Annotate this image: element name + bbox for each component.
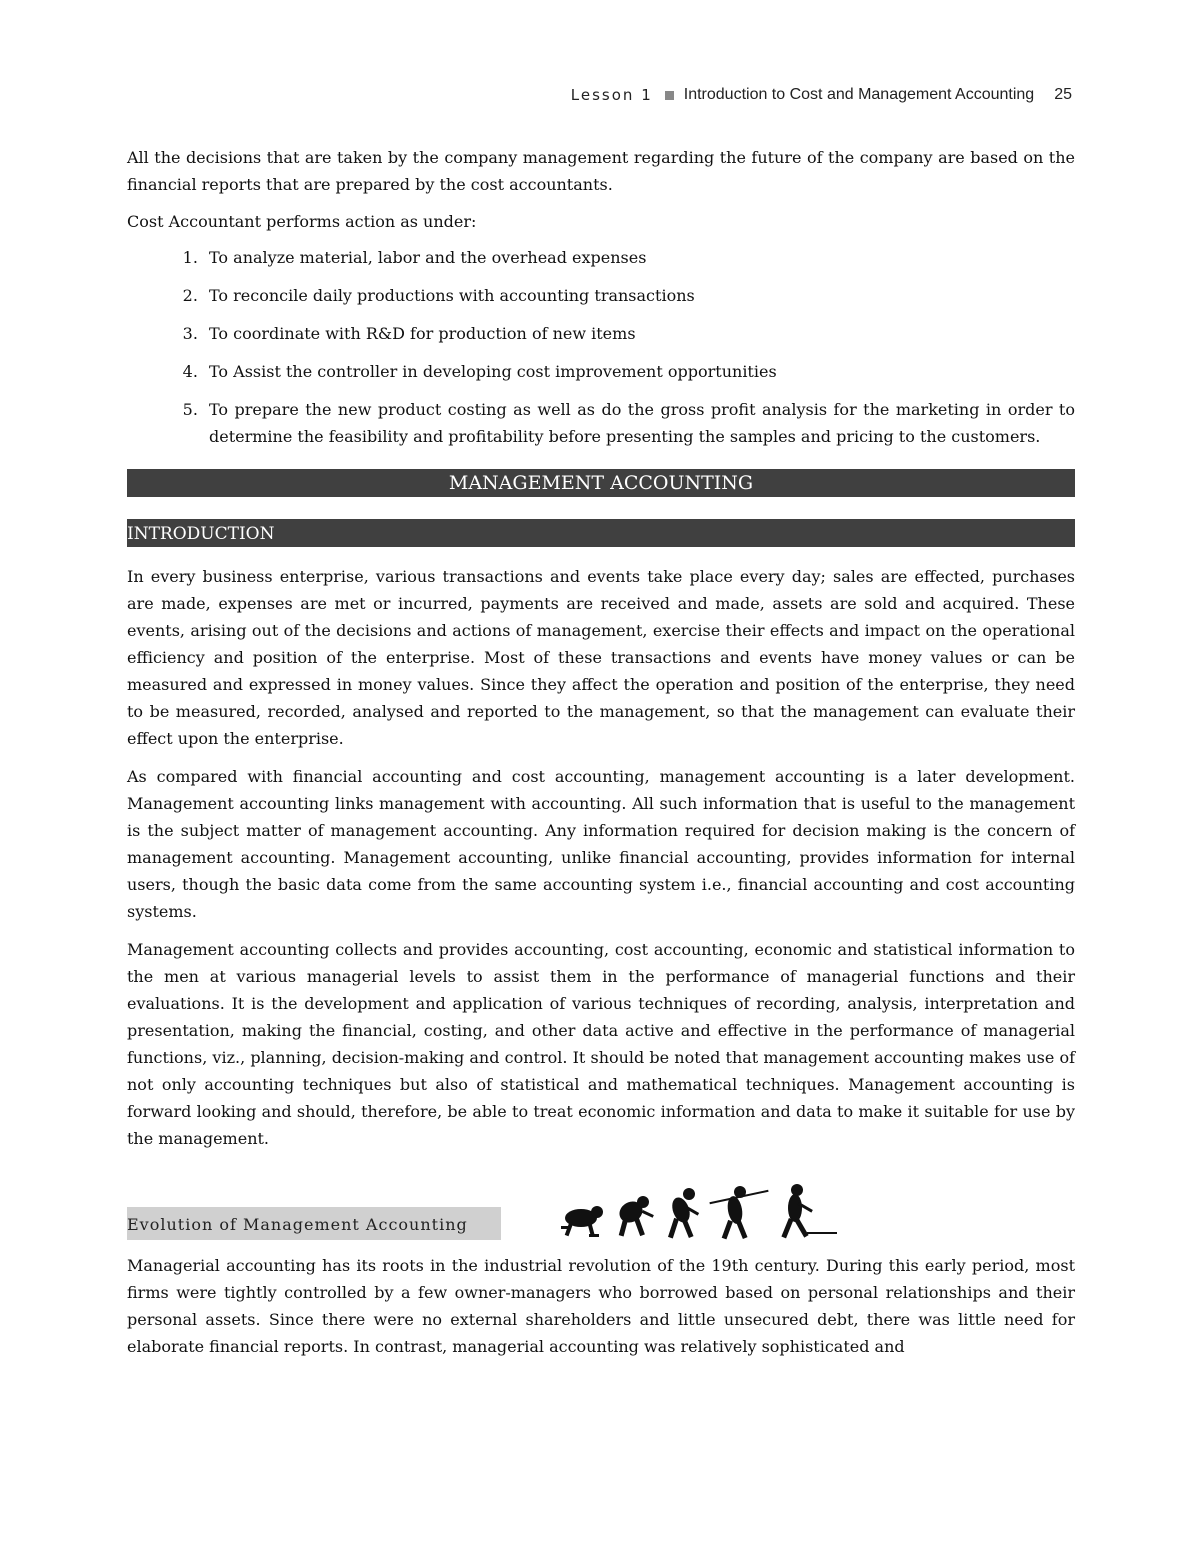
page-number: 25 — [1054, 86, 1072, 103]
list-item: 2. To reconcile daily productions with accounting transactions — [203, 282, 1075, 309]
list-item: 3. To coordinate with R&D for production of new items — [203, 320, 1075, 347]
body-paragraph: Managerial accounting has its roots in the industrial revolution of the 19th century. During this early period, most firms were tightly controlled by a few owner-managers who borrowed based on personal relationships and their personal assets. Since there were no external shareholders and little unsecured debt, there was little need for elaborate financial reports. In contrast, managerial accounting was relatively sophisticated and — [127, 1256, 1075, 1356]
duties-list — [127, 244, 1075, 450]
intro-paragraph: All the decisions that are taken by the company management regarding the future of the company are based on the financial reports that are prepared by the cost accountants. — [127, 148, 1075, 194]
body-paragraph: Management accounting collects and provides accounting, cost accounting, economic and statistical information to the men at various managerial levels to assist them in the performance of managerial functions and their evaluations. It is the development and application of various techniques of recording, analysis, interpretation and presentation, making the financial, costing, and other data active and effective in the performance of managerial functions, viz., planning, decision-making and control. It should be noted that management accounting makes use of not only accounting techniques but also of statistical and mathematical techniques. Management accounting is forward looking and should, therefore, be able to treat economic information and data to make it suitable for use by the management. — [127, 940, 1075, 1148]
square-bullet-icon — [665, 91, 674, 100]
chapter-title: Introduction to Cost and Management Accounting — [683, 86, 1035, 103]
list-item: 5. To prepare the new product costing as well as do the gross profit analysis for the marketing in order to determine the feasibility and profitability before presenting the samples and pricing to the customers. — [203, 396, 1075, 450]
list-item: 4. To Assist the controller in developing cost improvement opportunities — [203, 358, 1075, 385]
body-paragraph: As compared with financial accounting and cost accounting, management accounting is a later development. Management accounting links management with accounting. All such information that is useful to the management is the subject matter of management accounting. Any information required for decision making is the concern of management accounting. Management accounting, unlike financial accounting, provides information for internal users, though the basic data come from the same accounting system i.e., financial accounting and cost accounting systems. — [127, 767, 1075, 921]
page-header — [571, 86, 1072, 104]
lesson-label: Lesson 1 — [570, 86, 653, 104]
section-heading: INTRODUCTION — [127, 519, 1075, 547]
section-banner: MANAGEMENT ACCOUNTING — [127, 469, 1075, 497]
page-content — [127, 144, 1075, 1371]
list-item: 1. To analyze material, labor and the overhead expenses — [203, 244, 1075, 271]
evolution-heading-row — [127, 1182, 1075, 1240]
subsection-heading: Evolution of Management Accounting — [127, 1207, 501, 1240]
list-intro: Cost Accountant performs action as under: — [127, 212, 477, 231]
human-evolution-icon — [559, 1182, 849, 1240]
body-paragraph: In every business enterprise, various transactions and events take place every day; sales are effected, purchases are made, expenses are met or incurred, payments are received and made, assets are sold and acquired. These events, arising out of the decisions and actions of management, exercise their effects and impact on the operational efficiency and position of the enterprise. Most of these transactions and events have money values or can be measured and expressed in money values. Since they affect the operation and position of the enterprise, they need to be measured, recorded, analysed and reported to the management, so that the management can evaluate their effect upon the enterprise. — [127, 567, 1075, 748]
